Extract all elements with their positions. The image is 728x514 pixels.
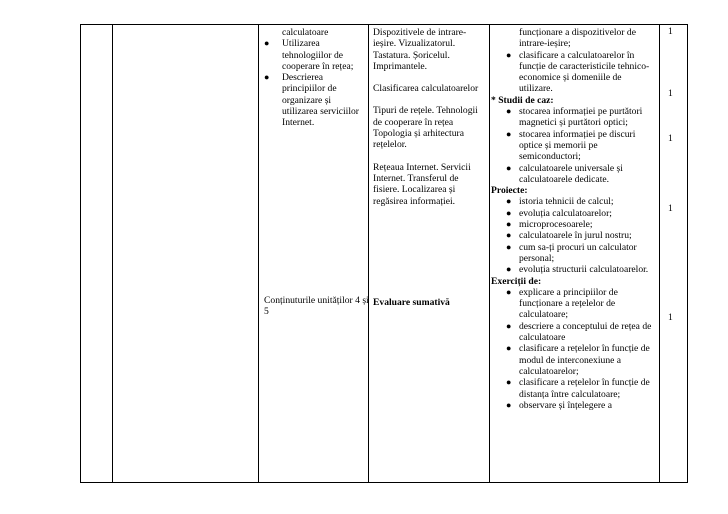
bullet-icon: ● (264, 38, 270, 49)
content-paragraph: Rețeaua Internet. Servicii Internet. Transferul de fisiere. Localizarea și regăsirea informației. (373, 161, 471, 207)
exercises-heading: Exerciții de: (491, 275, 542, 287)
hours-value: 1 (668, 26, 673, 37)
summative-evaluation-label: Evaluare sumativă (373, 297, 450, 308)
exercise-item: ● clasificare a rețelelor în funcție de modul de interconexiune a calculatoarelor; (506, 343, 650, 377)
activities-cell (489, 27, 657, 411)
hours-value: 1 (668, 133, 673, 144)
competencies-cell (264, 27, 369, 318)
case-study-item: ● calculatoarele universale și calculatoarele dedicate. (506, 162, 623, 185)
bullet-icon: ● (506, 207, 512, 218)
content-paragraph: Clasificarea calculatoarelor (373, 83, 479, 95)
column-divider (659, 25, 660, 482)
hours-value: 1 (668, 88, 673, 99)
competency-item: ● Utilizarea tehnologiilor de cooperare în rețea; (264, 38, 354, 72)
bullet-icon: ● (506, 196, 512, 207)
bullet-icon: ● (506, 399, 512, 410)
activity-text: funcționare a dispozitivelor de intrare-ieșire; (519, 27, 636, 50)
project-item: ● calculatoarele în jurul nostru; (506, 230, 632, 242)
column-divider (258, 25, 259, 482)
column-divider (112, 25, 113, 482)
bullet-icon: ● (506, 264, 512, 275)
competency-item: calculatoare (282, 27, 329, 38)
contents-cell (373, 27, 485, 308)
project-item: ● evoluția calculatoarelor; (506, 207, 612, 219)
exercise-item: ● clasificare a rețelelor în funcție de distanța între calculatoare; (506, 377, 650, 400)
bullet-icon: ● (506, 162, 512, 173)
project-item: ● microprocesoarele; (506, 219, 593, 231)
curriculum-table (80, 24, 688, 483)
hours-value: 1 (668, 203, 673, 214)
case-study-item: ● stocarea informației pe purtători magnetici și purtători optici; (506, 106, 643, 129)
bullet-icon: ● (506, 377, 512, 388)
bullet-icon: ● (506, 49, 512, 60)
case-studies-heading: * Studii de caz: (491, 94, 554, 106)
bullet-icon: ● (506, 219, 512, 230)
bullet-icon: ● (506, 106, 512, 117)
content-paragraph: Dispozitivele de intrare-ieșire. Vizualizatorul. Tastatura. Șoricelul. Imprimantele. (373, 27, 467, 72)
column-divider (368, 25, 369, 482)
bullet-icon: ● (264, 72, 270, 83)
bullet-icon: ● (506, 241, 512, 252)
competency-item: ● Descrierea principiilor de organizare și utilizarea serviciilor Internet. (264, 72, 359, 129)
exercise-item: ● observare și înțelegere a (506, 399, 612, 411)
bullet-icon: ● (506, 128, 512, 139)
project-item: ● evoluția structurii calculatoarelor. (506, 264, 649, 276)
case-study-item: ● stocarea informației pe discuri optice și memorii pe semiconductori; (506, 128, 636, 163)
exercise-item: ● explicare a principiilor de funcționare a rețelelor de calculatoare; (506, 286, 618, 321)
bullet-icon: ● (506, 320, 512, 331)
units-contents-note: Conținuturile unităților 4 și 5 (264, 295, 369, 318)
content-paragraph: Tipuri de rețele. Tehnologii de cooperare în rețea Topologia și arhitectura rețelelor. (373, 105, 478, 151)
exercise-item: ● descriere a conceptului de rețea de calculatoare (506, 320, 652, 344)
projects-heading: Proiecte: (491, 185, 528, 197)
activity-item: ● clasificare a calculatoarelor în funcție de caracteristicile tehnico-economice și domeniile de utilizare. (506, 49, 650, 95)
bullet-icon: ● (506, 343, 512, 354)
project-item: ● istoria tehnicii de calcul; (506, 196, 614, 208)
hours-value: 1 (668, 312, 673, 323)
project-item: ● cum sa-ți procuri un calculator personal; (506, 241, 637, 264)
bullet-icon: ● (506, 230, 512, 241)
bullet-icon: ● (506, 286, 512, 297)
